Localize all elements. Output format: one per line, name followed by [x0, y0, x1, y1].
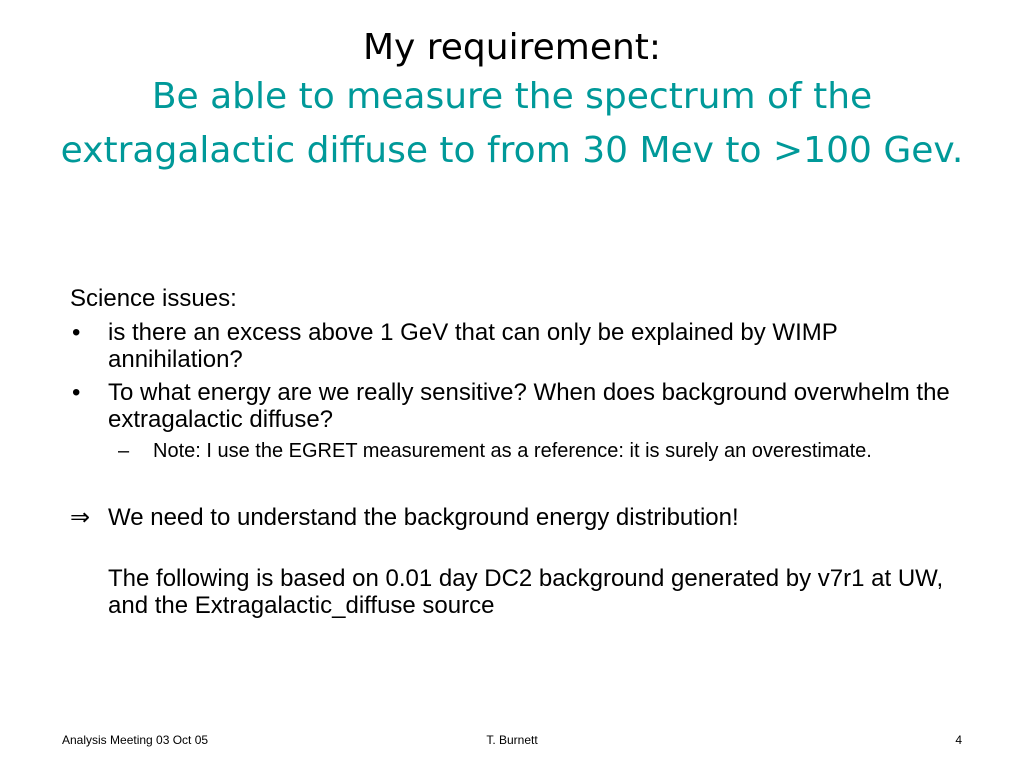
sub-bullet-item — [70, 439, 970, 464]
implies-arrow-icon: ⇒ — [70, 503, 91, 531]
footer-page-number: 4 — [955, 733, 962, 747]
bullet-text: To what energy are we really sensitive? When does background overwhelm the extragalactic diffuse? — [108, 379, 950, 433]
dataset-note: The following is based on 0.01 day DC2 background generated by v7r1 at UW, and the Extragalactic_diffuse source — [108, 565, 944, 619]
slide-body — [70, 285, 970, 619]
bullet-dot-icon: • — [72, 379, 81, 406]
conclusion-item — [70, 504, 970, 531]
footer-meeting: Analysis Meeting 03 Oct 05 — [62, 733, 209, 747]
slide-title — [40, 26, 984, 178]
bullet-text: is there an excess above 1 GeV that can only be explained by WIMP annihilation? — [108, 319, 838, 373]
title-heading: My requirement: — [362, 27, 662, 68]
dash-bullet-icon: – — [118, 440, 130, 462]
title-subtitle: Be able to measure the spectrum of the extragalactic diffuse to from 30 Mev to >100 Gev. — [60, 76, 964, 171]
bullet-item — [70, 319, 970, 373]
bullet-item — [70, 379, 970, 433]
science-issues-heading: Science issues: — [70, 285, 237, 312]
conclusion-text: We need to understand the background energy distribution! — [108, 504, 739, 531]
sub-bullet-text: Note: I use the EGRET measurement as a reference: it is surely an overestimate. — [153, 440, 872, 462]
bullet-dot-icon: • — [72, 319, 81, 346]
footer-author: T. Burnett — [486, 733, 538, 747]
